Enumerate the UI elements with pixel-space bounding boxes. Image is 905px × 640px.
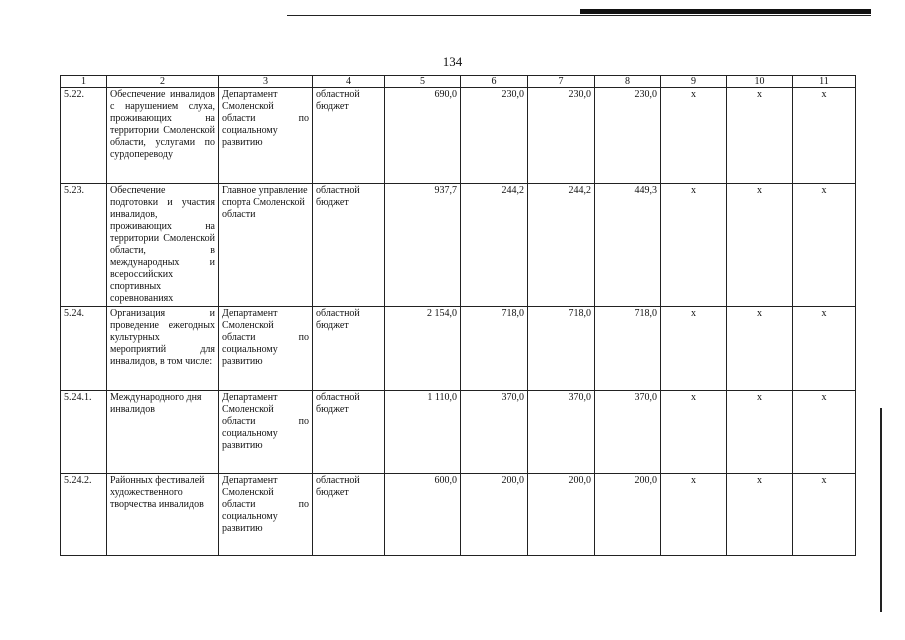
row-value-year3: 370,0 <box>595 391 661 474</box>
row-mark: х <box>661 307 727 391</box>
table-row <box>61 184 856 307</box>
table-header-row <box>61 76 856 88</box>
row-value-year3: 449,3 <box>595 184 661 307</box>
row-measure: Обеспечение подготовки и участия инвалидов, проживающих на территории Смоленской области, в международных и всероссийских спортивных соревнованиях <box>107 184 219 307</box>
row-funding-source: областной бюджет <box>313 391 385 474</box>
row-mark: х <box>661 184 727 307</box>
row-mark: х <box>793 184 856 307</box>
row-value-total: 690,0 <box>385 88 461 184</box>
row-value-year2: 718,0 <box>528 307 595 391</box>
row-value-total: 937,7 <box>385 184 461 307</box>
row-value-year2: 370,0 <box>528 391 595 474</box>
row-value-year1: 230,0 <box>461 88 528 184</box>
row-measure: Обеспечение инвалидов с нарушением слуха, проживающих на территории Смоленской области, услугами по сурдопереводу <box>107 88 219 184</box>
row-value-total: 1 110,0 <box>385 391 461 474</box>
row-mark: х <box>727 88 793 184</box>
row-mark: х <box>793 88 856 184</box>
column-header: 1 <box>61 76 107 88</box>
table-row <box>61 307 856 391</box>
row-measure: Районных фестивалей художественного творчества инвалидов <box>107 474 219 556</box>
row-mark: х <box>793 307 856 391</box>
row-funding-source: областной бюджет <box>313 88 385 184</box>
row-value-year1: 718,0 <box>461 307 528 391</box>
row-mark: х <box>661 474 727 556</box>
table-row <box>61 391 856 474</box>
row-mark: х <box>727 474 793 556</box>
row-mark: х <box>793 474 856 556</box>
row-measure: Организация и проведение ежегодных культурных мероприятий для инвалидов, в том числе: <box>107 307 219 391</box>
row-code: 5.22. <box>61 88 107 184</box>
row-value-year2: 244,2 <box>528 184 595 307</box>
row-executor: Департамент Смоленской области по социальному развитию <box>219 474 313 556</box>
row-value-year3: 200,0 <box>595 474 661 556</box>
row-executor: Департамент Смоленской области по социальному развитию <box>219 88 313 184</box>
row-funding-source: областной бюджет <box>313 307 385 391</box>
column-header: 6 <box>461 76 528 88</box>
row-mark: х <box>661 391 727 474</box>
table-row <box>61 88 856 184</box>
row-code: 5.24.2. <box>61 474 107 556</box>
page-number: 134 <box>442 54 463 69</box>
budget-table <box>60 75 856 556</box>
row-value-year1: 370,0 <box>461 391 528 474</box>
row-value-year1: 200,0 <box>461 474 528 556</box>
row-mark: х <box>727 307 793 391</box>
column-header: 8 <box>595 76 661 88</box>
row-value-year2: 200,0 <box>528 474 595 556</box>
row-executor: Департамент Смоленской области по социальному развитию <box>219 391 313 474</box>
row-code: 5.24.1. <box>61 391 107 474</box>
row-value-total: 2 154,0 <box>385 307 461 391</box>
margin-line <box>880 408 882 612</box>
row-funding-source: областной бюджет <box>313 184 385 307</box>
header-rule-thick <box>580 9 871 14</box>
column-header: 10 <box>727 76 793 88</box>
column-header: 2 <box>107 76 219 88</box>
row-mark: х <box>793 391 856 474</box>
header-rule-thin <box>287 15 871 16</box>
column-header: 9 <box>661 76 727 88</box>
column-header: 3 <box>219 76 313 88</box>
row-code: 5.24. <box>61 307 107 391</box>
row-mark: х <box>727 391 793 474</box>
row-value-year1: 244,2 <box>461 184 528 307</box>
row-funding-source: областной бюджет <box>313 474 385 556</box>
row-mark: х <box>661 88 727 184</box>
column-header: 5 <box>385 76 461 88</box>
row-executor: Департамент Смоленской области по социальному развитию <box>219 307 313 391</box>
column-header: 7 <box>528 76 595 88</box>
row-value-year3: 718,0 <box>595 307 661 391</box>
column-header: 11 <box>793 76 856 88</box>
row-value-total: 600,0 <box>385 474 461 556</box>
column-header: 4 <box>313 76 385 88</box>
row-value-year2: 230,0 <box>528 88 595 184</box>
row-measure: Международного дня инвалидов <box>107 391 219 474</box>
row-code: 5.23. <box>61 184 107 307</box>
table-row <box>61 474 856 556</box>
row-value-year3: 230,0 <box>595 88 661 184</box>
row-executor: Главное управление спорта Смоленской области <box>219 184 313 307</box>
row-mark: х <box>727 184 793 307</box>
